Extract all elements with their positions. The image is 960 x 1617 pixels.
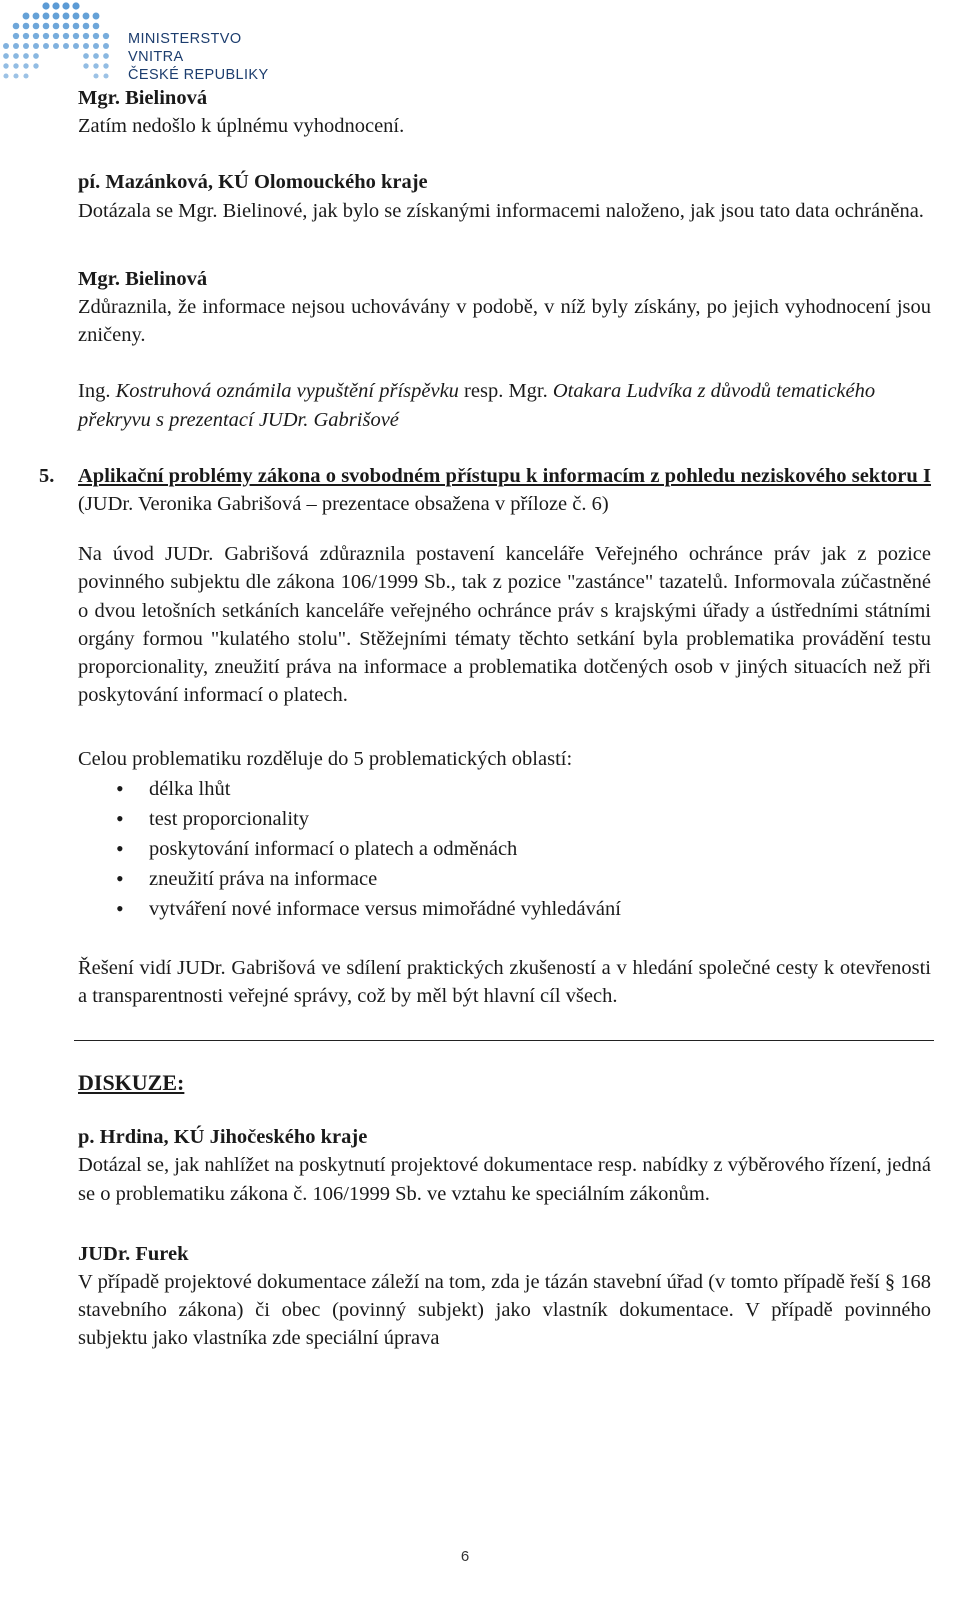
logo-dot [13, 63, 18, 68]
logo-dot [13, 53, 19, 59]
logo-dot [93, 73, 98, 78]
note-italic-2: Otakara Ludvíka z důvodů tematického překryvu s prezentací JUDr. Gabrišové [78, 380, 876, 431]
logo-dot [62, 2, 69, 9]
list-item: • test proporcionality [78, 804, 931, 834]
logo-dot [83, 53, 89, 59]
logo-dot [3, 43, 9, 49]
logo-dot [63, 23, 70, 30]
logo-dot [103, 33, 109, 39]
list-item: • vytváření nové informace versus mimořádné vyhledávání [78, 894, 931, 924]
note-prefix: Ing. [78, 380, 116, 403]
logo-dot [33, 33, 39, 39]
logo-line-1: MINISTERSTVO VNITRA [128, 31, 242, 65]
logo-dot [23, 33, 29, 39]
logo-dot [73, 23, 80, 30]
speaker-bielinova-1: Mgr. Bielinová [78, 87, 208, 109]
logo-dot [13, 23, 20, 30]
list-item: • délka lhůt [78, 774, 931, 804]
note-kostruhova [78, 377, 931, 433]
logo-dot [93, 23, 100, 30]
logo-dot [93, 33, 99, 39]
logo-dot [43, 23, 50, 30]
logo-dot [13, 73, 18, 78]
logo-dot [53, 33, 59, 39]
logo-dot [23, 63, 28, 68]
logo-dot [3, 73, 8, 78]
logo-dot [23, 73, 28, 78]
logo-dot [93, 53, 99, 59]
logo-dot [33, 63, 38, 68]
section-title-underlined: Aplikační problémy zákona o svobodném přístupu k informacím z pohledu neziskového sektoru I [78, 464, 931, 487]
logo-dot [52, 2, 59, 9]
list-intro: Celou problematiku rozděluje do 5 problematických oblastí: [78, 748, 573, 771]
speaker-mazankova: pí. Mazánková, KÚ Olomouckého kraje [78, 171, 428, 194]
problem-list [78, 774, 931, 924]
logo-dot [83, 43, 89, 49]
logo-text [128, 30, 300, 84]
logo-dot [103, 43, 109, 49]
logo-dot [33, 43, 39, 49]
logo-dot [13, 33, 19, 39]
logo-dot [63, 33, 69, 39]
logo-dot [33, 13, 40, 20]
speaker-furek: JUDr. Furek [78, 1242, 189, 1265]
logo-dot [13, 43, 19, 49]
document-body [39, 84, 931, 1353]
logo-dot [63, 13, 70, 20]
section-paragraph-1: Na úvod JUDr. Gabrišová zdůraznila postavení kanceláře Veřejného ochránce práv jak z pozice povinného subjektu dle zákona 106/1999 Sb., tak z pozice "zastánce" tazatelů. Informovala zúčastněné o dvou letošních setkáních kanceláře veřejného ochránce práv s krajskými úřady a ústředními státními orgány formou "kulatého stolu". Stěžejními tématy těchto setkání byla problematika provádění testu proporcionality, zneužití práva na informace a problematika dotčených osob v jiných situacích než při poskytování informací o platech. [78, 543, 931, 707]
logo-dot [3, 63, 8, 68]
logo-dot [23, 43, 29, 49]
logo-dot [53, 13, 60, 20]
logo-dot [103, 73, 108, 78]
logo-dots-icon [0, 0, 120, 84]
logo-dot [83, 23, 90, 30]
speaker-hrdina: p. Hrdina, KÚ Jihočeského kraje [78, 1126, 368, 1149]
list-item: • zneužití práva na informace [78, 864, 931, 894]
logo-dot [83, 13, 90, 20]
list-item: • poskytování informací o platech a odměnách [78, 834, 931, 864]
logo-dot [72, 2, 79, 9]
statement-mazankova: Dotázala se Mgr. Bielinové, jak bylo se získanými informacemi naloženo, jak jsou tato data ochráněna. [78, 199, 924, 222]
note-italic-1: Kostruhová oznámila vypuštění příspěvku [115, 380, 459, 403]
section-5: 5. Aplikační problémy zákona o svobodném přístupu k informacím z pohledu neziskového sektoru I (JUDr. Veronika Gabrišová – prezentace obsažena v příloze č. 6) [78, 462, 931, 518]
logo-dot [63, 43, 69, 49]
logo-dot [33, 53, 39, 59]
logo-dot [23, 23, 30, 30]
section-title-rest: (JUDr. Veronika Gabrišová – prezentace obsažena v příloze č. 6) [78, 493, 609, 516]
logo-dot [93, 43, 99, 49]
logo-dot [43, 13, 50, 20]
logo-dot [73, 43, 79, 49]
logo-dot [43, 43, 49, 49]
logo-dot [93, 13, 100, 20]
logo-dot [83, 33, 89, 39]
section-title [78, 462, 931, 518]
logo-dot [42, 2, 49, 9]
logo-line-2: ČESKÉ REPUBLIKY [128, 67, 269, 83]
ministry-logo [0, 0, 300, 84]
statement-hrdina: Dotázal se, jak nahlížet na poskytnutí projektové dokumentace resp. nabídky z výběrového řízení, jedná se o problematiku zákona č. 106/1999 Sb. ve vztahu ke speciálním zákonům. [78, 1154, 931, 1205]
logo-dot [23, 53, 29, 59]
statement-bielinova-1: Zatím nedošlo k úplnému vyhodnocení. [78, 115, 405, 138]
logo-dot [43, 33, 49, 39]
logo-dot [83, 63, 88, 68]
logo-dot [53, 43, 59, 49]
logo-dot [103, 63, 108, 68]
discussion-heading: DISKUZE: [78, 1070, 185, 1096]
logo-dot [93, 63, 98, 68]
logo-dot [73, 13, 80, 20]
statement-bielinova-2: Zdůraznila, že informace nejsou uchovávány v podobě, v níž byly získány, po jejich vyhodnocení jsou zničeny. [78, 296, 931, 347]
logo-dot [53, 23, 60, 30]
speaker-bielinova-2: Mgr. Bielinová [78, 267, 208, 290]
logo-dot [33, 23, 40, 30]
logo-dot [103, 53, 109, 59]
page-number: 6 [460, 1548, 470, 1565]
note-mid: resp. Mgr. [458, 380, 553, 403]
logo-dot [3, 53, 9, 59]
statement-furek: V případě projektové dokumentace záleží na tom, zda je tázán stavební úřad (v tomto případě řeší § 168 stavebního zákona) či obec (povinný subjekt) jako vlastník dokumentace. V případě povinného subjektu jako vlastníka zde speciální úprava [78, 1271, 931, 1350]
logo-dot [73, 33, 79, 39]
section-paragraph-2: Řešení vidí JUDr. Gabrišová ve sdílení praktických zkušeností a v hledání společné cesty k otevřenosti a transparentnosti veřejné správy, což by měl být hlavní cíl všech. [78, 956, 931, 1007]
logo-dot [23, 13, 30, 20]
